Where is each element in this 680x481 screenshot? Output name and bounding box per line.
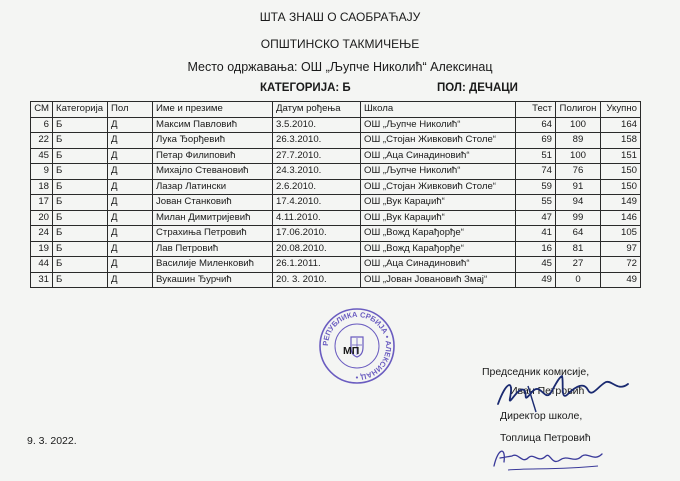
table-cell: 2.6.2010. [273,179,361,195]
table-cell: Д [108,272,153,288]
table-cell: Д [108,257,153,273]
table-cell: 19 [31,241,53,257]
table-cell: ОШ „Љупче Николић“ [361,164,516,180]
table-row [31,148,641,164]
table-cell: Д [108,164,153,180]
table-cell: Б [53,133,108,149]
table-cell: 158 [601,133,641,149]
table-cell: Б [53,148,108,164]
table-cell: 3.5.2010. [273,117,361,133]
table-cell: 22 [31,133,53,149]
col-header: СМ [31,102,53,118]
table-cell: ОШ „Вожд Карађорђе“ [361,241,516,257]
table-cell: Б [53,195,108,211]
director-title: Директор школе, [500,410,583,422]
table-cell: Д [108,179,153,195]
table-row [31,210,641,226]
table-cell: Д [108,241,153,257]
table-cell: 164 [601,117,641,133]
table-cell: 55 [516,195,556,211]
table-cell: 31 [31,272,53,288]
stamp-mp: МП [343,345,360,357]
table-cell: 100 [556,117,601,133]
table-cell: 59 [516,179,556,195]
col-header: Категорија [53,102,108,118]
table-cell: Василије Миленковић [153,257,273,273]
table-cell: ОШ „Стојан Живковић Столе“ [361,133,516,149]
table-row [31,179,641,195]
table-cell: 17.06.2010. [273,226,361,242]
table-cell: Д [108,195,153,211]
stamp-text: РЕПУБЛИКА СРБИЈА • АЛЕКСИНАЦ • [320,309,394,383]
table-cell: ОШ „Стојан Живковић Столе“ [361,179,516,195]
table-cell: ОШ „Љупче Николић“ [361,117,516,133]
table-cell: 24 [31,226,53,242]
table-cell: 91 [556,179,601,195]
table-row [31,272,641,288]
table-cell: 20.08.2010. [273,241,361,257]
table-cell: Б [53,272,108,288]
table-cell: Лав Петровић [153,241,273,257]
results-table [30,101,641,288]
table-cell: 45 [31,148,53,164]
table-cell: 17 [31,195,53,211]
table-cell: 81 [556,241,601,257]
table-cell: Максим Павловић [153,117,273,133]
table-cell: ОШ „Аца Синадиновић“ [361,148,516,164]
venue: Место одржавања: ОШ „Љупче Николић“ Алексинац [187,60,493,74]
chair-name: Иван Петровић [510,385,585,397]
table-cell: Д [108,117,153,133]
table-cell: 99 [556,210,601,226]
table-cell: Б [53,257,108,273]
table-cell: 89 [556,133,601,149]
col-header: Школа [361,102,516,118]
table-cell: Д [108,210,153,226]
table-cell: Б [53,210,108,226]
chair-signature [488,372,638,422]
table-cell: ОШ „Вук Караџић“ [361,210,516,226]
table-cell: 105 [601,226,641,242]
table-row [31,133,641,149]
table-cell: Б [53,241,108,257]
table-cell: 0 [556,272,601,288]
table-cell: 9 [31,164,53,180]
table-cell: Лука Ђорђевић [153,133,273,149]
table-cell: 72 [601,257,641,273]
table-cell: 6 [31,117,53,133]
table-cell: 20 [31,210,53,226]
table-cell: ОШ „Вожд Карађорђе“ [361,226,516,242]
table-cell: 69 [516,133,556,149]
table-cell: 20. 3. 2010. [273,272,361,288]
table-cell: 24.3.2010. [273,164,361,180]
table-cell: 26.3.2010. [273,133,361,149]
table-cell: Страхиња Петровић [153,226,273,242]
document-title: ШТА ЗНАШ О САОБРАЋАЈУ [259,10,421,24]
table-cell: 44 [31,257,53,273]
table-cell: 64 [556,226,601,242]
table-cell: 47 [516,210,556,226]
table-row [31,164,641,180]
table-cell: Милан Димитријевић [153,210,273,226]
col-header: Датум рођења [273,102,361,118]
table-cell: Лазар Латински [153,179,273,195]
table-cell: 45 [516,257,556,273]
table-row [31,257,641,273]
table-row [31,241,641,257]
table-cell: 150 [601,164,641,180]
director-name: Топлица Петровић [500,432,591,444]
table-cell: Вукашин Ђурчић [153,272,273,288]
table-cell: 17.4.2010. [273,195,361,211]
col-header: Име и презиме [153,102,273,118]
col-header: Тест [516,102,556,118]
director-signature [488,440,608,478]
table-cell: 74 [516,164,556,180]
table-row [31,226,641,242]
table-cell: ОШ „Јован Јовановић Змај“ [361,272,516,288]
table-cell: 27 [556,257,601,273]
col-header: Полигон [556,102,601,118]
col-header: Пол [108,102,153,118]
table-cell: Јован Станковић [153,195,273,211]
table-cell: Б [53,164,108,180]
category-label: КАТЕГОРИЈА: Б [260,82,351,94]
table-cell: 76 [556,164,601,180]
table-row [31,117,641,133]
table-cell: Б [53,117,108,133]
table-cell: 49 [516,272,556,288]
table-header-row [31,102,641,118]
table-cell: 16 [516,241,556,257]
table-cell: 26.1.2011. [273,257,361,273]
table-cell: 146 [601,210,641,226]
table-cell: 51 [516,148,556,164]
table-cell: 18 [31,179,53,195]
table-cell: Б [53,179,108,195]
chair-title: Председник комисије, [482,366,590,378]
table-cell: 41 [516,226,556,242]
document-date: 9. 3. 2022. [27,435,77,447]
table-row [31,195,641,211]
col-header: Укупно [601,102,641,118]
table-cell: 49 [601,272,641,288]
table-cell: Б [53,226,108,242]
table-cell: Михајло Стевановић [153,164,273,180]
table-cell: 149 [601,195,641,211]
competition-level: ОПШТИНСКО ТАКМИЧЕЊЕ [260,37,420,51]
table-cell: 97 [601,241,641,257]
gender-label: ПОЛ: ДЕЧАЦИ [437,82,518,94]
table-cell: 64 [516,117,556,133]
table-cell: Петар Филиповић [153,148,273,164]
table-cell: 94 [556,195,601,211]
table-cell: 100 [556,148,601,164]
table-cell: ОШ „Аца Синадиновић“ [361,257,516,273]
table-cell: 4.11.2010. [273,210,361,226]
table-cell: Д [108,133,153,149]
table-cell: 27.7.2010. [273,148,361,164]
table-cell: Д [108,148,153,164]
table-cell: ОШ „Вук Караџић“ [361,195,516,211]
table-cell: 151 [601,148,641,164]
table-cell: Д [108,226,153,242]
table-cell: 150 [601,179,641,195]
